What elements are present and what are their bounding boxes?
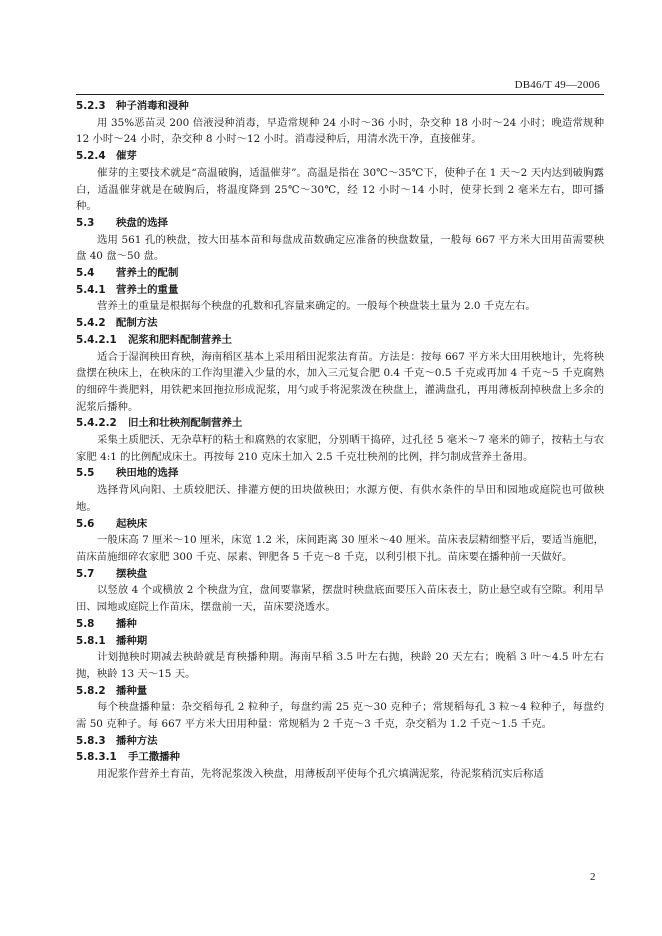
section-title: 播种期 — [116, 634, 148, 647]
section-title: 催芽 — [116, 150, 137, 163]
page-number: 2 — [590, 871, 596, 883]
section-title: 泥浆和肥料配制营养土 — [128, 333, 232, 346]
section-number: 5.2.3 — [76, 100, 106, 112]
section-heading — [76, 683, 604, 700]
section-heading — [76, 516, 604, 533]
section-heading — [76, 148, 604, 165]
header-rule — [76, 94, 604, 95]
document-code: DB46/T 49—2006 — [514, 79, 600, 91]
section-number: 5.4 — [76, 267, 95, 280]
section-title: 秧盘的选择 — [116, 216, 168, 229]
section-title: 营养土的重量 — [116, 283, 179, 296]
section-number: 5.4.2 — [76, 317, 106, 330]
section-heading — [76, 315, 604, 332]
body-paragraph: 营养土的重量是根据每个秧盘的孔数和孔容量来确定的。一般每个秧盘装土量为 2.0 千克左右。 — [97, 300, 536, 313]
section-number: 5.8.1 — [76, 634, 106, 647]
section-number: 5.8.3.1 — [76, 751, 117, 764]
section-heading — [76, 566, 604, 583]
section-number: 5.2.4 — [76, 150, 106, 163]
body-paragraph: 催芽的主要技术就是“高温破胸，适温催芽”。高温是指在 30℃～35℃下，使种子在 1 天～2 天内达到破胸露白，适温催芽就是在破胸后，将温度降到 25℃～30℃，经 12 小时～14 小时，使芽长到 2 毫米左右，即可播种。 — [76, 166, 604, 213]
section-title: 营养土的配制 — [116, 267, 179, 280]
section-title: 摆秧盘 — [116, 567, 148, 580]
section-title: 种子消毒和浸种 — [116, 100, 189, 112]
body-paragraph: 每个秧盘播种量：杂交稻每孔 2 粒种子，每盘约需 25 克～30 克种子；常规稻每孔 3 粒～4 粒种子，每盘约需 50 克种子。每 667 平方米大田用种量：常规稻为 2 千克～3 千克，杂交稻为 1.2 千克～1.5 千克。 — [76, 701, 604, 731]
body-paragraph: 用泥浆作营养土育苗，先将泥浆泼入秧盘，用薄板刮平使每个孔穴填满泥浆，待泥浆稍沉实后称适 — [97, 768, 544, 781]
section-heading — [76, 733, 604, 750]
section-title: 旧土和壮秧剂配制营养土 — [128, 417, 243, 430]
section-number: 5.8.2 — [76, 684, 106, 697]
section-heading — [76, 633, 604, 650]
body-paragraph: 用 35%恶苗灵 200 倍液浸种消毒，早造常规种 24 小时～36 小时，杂交种 18 小时～24 小时；晚造常规种 12 小时～24 小时，杂交种 8 小时～12 小时。消毒浸种后，用清水洗干净，直接催芽。 — [76, 116, 604, 146]
section-heading — [76, 98, 604, 115]
body-paragraph: 选择背风向阳、土质较肥沃、排灌方便的田块做秧田；水源方便、有供水条件的旱田和园地或庭院也可做秧地。 — [76, 484, 604, 513]
section-number: 5.5 — [76, 467, 95, 480]
body-paragraph: 采集土质肥沃、无杂草籽的粘土和腐熟的农家肥，分别晒干捣碎，过孔径 5 毫米～7 毫米的筛子，按粘土与农家肥 4:1 的比例配成床土。再按每 210 克床土加入 2.5 千克壮秧剂的比例，拌匀制成营养土备用。 — [76, 434, 604, 463]
section-heading — [76, 332, 604, 349]
section-title: 起秧床 — [116, 517, 148, 530]
body-paragraph: 选用 561 孔的秧盘，按大田基本苗和每盘成苗数确定应准备的秧盘数量，一般每 667 平方米大田用苗需要秧盘 40 盘～50 盘。 — [76, 233, 604, 263]
section-heading — [76, 415, 604, 432]
section-title: 播种量 — [116, 684, 148, 697]
section-number: 5.7 — [76, 567, 95, 580]
section-heading — [76, 265, 604, 282]
body-paragraph: 计划抛秧时期减去秧龄就是育秧播种期。海南早稻 3.5 叶左右抛，秧龄 20 天左右；晚稻 3 叶～4.5 叶左右抛，秧龄 13 天～15 天。 — [76, 651, 604, 680]
section-number: 5.3 — [76, 216, 95, 229]
section-number: 5.4.2.2 — [76, 417, 117, 430]
section-heading — [76, 215, 604, 232]
section-title: 播种 — [116, 617, 137, 630]
section-heading — [76, 282, 604, 299]
section-heading — [76, 465, 604, 482]
section-title: 手工撒播种 — [128, 751, 180, 764]
section-heading — [76, 616, 604, 633]
section-number: 5.4.2.1 — [76, 333, 117, 346]
section-heading — [76, 749, 604, 766]
section-title: 配制方法 — [116, 317, 158, 330]
section-title: 秧田地的选择 — [116, 467, 179, 480]
section-number: 5.8.3 — [76, 734, 106, 747]
section-number: 5.4.1 — [76, 283, 106, 296]
section-title: 播种方法 — [116, 734, 158, 747]
section-number: 5.6 — [76, 517, 95, 530]
section-number: 5.8 — [76, 617, 95, 630]
document-body — [76, 98, 604, 783]
body-paragraph: 以竖放 4 个或横放 2 个秧盘为宜，盘间要靠紧，摆盘时秧盘底面要压入苗床表土，防止悬空或有空隙。利用旱田、园地或庭院上作苗床，摆盘前一天，苗床要浇透水。 — [76, 584, 604, 614]
body-paragraph: 一般床高 7 厘米～10 厘米，床宽 1.2 米，床间距离 30 厘米～40 厘米。苗床表层精细整平后，要适当施肥，苗床苗施细碎农家肥 300 千克、尿素、钾肥各 5 千克～8 千克，以利引根下扎。苗床要在播种前一天做好。 — [76, 534, 604, 563]
body-paragraph: 适合于湿润秧田育秧，海南稻区基本上采用稻田泥浆法育苗。方法是：按每 667 平方米大田用秧地计，先将秧盘摆在秧床上，在秧床的工作沟里灌入少量的水，加入三元复合肥 0.4 千克～0.5 千克或再加 4 千克～5 千克腐熟的细碎牛粪肥料，用铁耙来回拖拉形成泥浆，用勺或手将泥浆泼在秧盘上，灌满盘孔，再用薄板刮掉秧盘上多余的泥浆后播种。 — [76, 350, 604, 413]
